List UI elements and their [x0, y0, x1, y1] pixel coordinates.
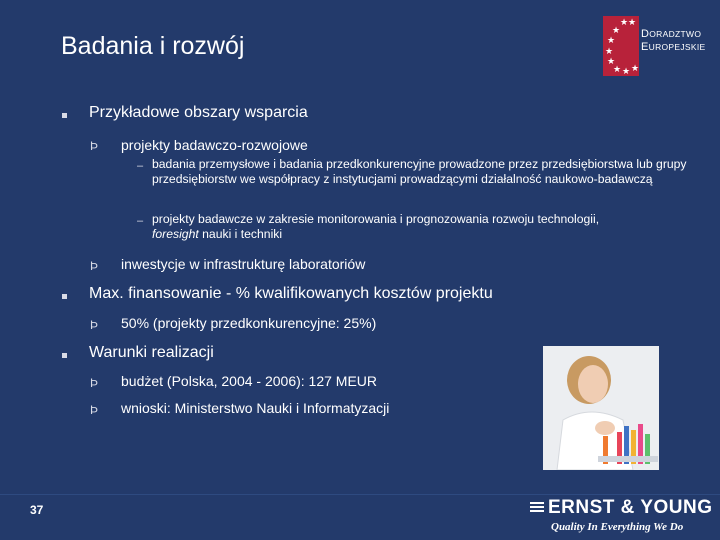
- dash-bullet-icon: –: [137, 215, 144, 227]
- eu-logo: [603, 16, 639, 76]
- svg-text:★: ★: [628, 18, 637, 28]
- ey-tagline: Quality In Everything We Do: [551, 521, 684, 533]
- page-number: 37: [30, 503, 44, 517]
- bullet-icon: [62, 353, 67, 358]
- svg-text:★: ★: [612, 26, 621, 36]
- subitem-text: inwestycje w infrastrukturę laboratoriów: [121, 256, 366, 272]
- svg-text:★: ★: [607, 36, 616, 46]
- dash-bullet-icon: –: [137, 160, 144, 172]
- ey-logo-mark-icon: [530, 501, 544, 515]
- section-heading: Warunki realizacji: [89, 344, 214, 361]
- scientist-photo: [543, 346, 659, 470]
- arrow-bullet-icon: Þ: [90, 259, 99, 273]
- footer-divider: [0, 494, 720, 495]
- subitem-text: wnioski: Ministerstwo Nauki i Informatyzacji: [121, 400, 390, 416]
- bullet-icon: [62, 113, 67, 118]
- arrow-bullet-icon: Þ: [90, 403, 99, 417]
- ey-brand: ERNST & YOUNG: [548, 497, 713, 518]
- arrow-bullet-icon: Þ: [90, 318, 99, 332]
- section-heading: Max. finansowanie - % kwalifikowanych kosztów projektu: [89, 285, 493, 302]
- svg-text:★: ★: [622, 67, 631, 76]
- svg-text:★: ★: [620, 18, 629, 28]
- section-heading: Przykładowe obszary wsparcia: [89, 104, 308, 121]
- svg-text:★: ★: [631, 64, 639, 74]
- eu-logo-text: DORADZTWO EUROPEJSKIE: [641, 28, 706, 53]
- bullet-icon: [62, 294, 67, 299]
- detail-text: projekty badawcze w zakresie monitorowania i prognozowania rozwoju technologii, foresight nauki i techniki: [152, 212, 600, 241]
- svg-text:★: ★: [613, 65, 622, 75]
- detail-text: badania przemysłowe i badania przedkonkurencyjne prowadzone przez przedsiębiorstwa lub grupy przedsiębiorstw we współpracy z instytucjami prowadzącymi działalność naukowo-badawczą: [152, 157, 687, 186]
- arrow-bullet-icon: Þ: [90, 139, 99, 153]
- eu-stars-icon: [603, 16, 639, 76]
- svg-text:★: ★: [605, 47, 614, 57]
- subitem-text: 50% (projekty przedkonkurencyjne: 25%): [121, 315, 377, 331]
- slide-title: Badania i rozwój: [61, 32, 245, 60]
- subitem-text: budżet (Polska, 2004 - 2006): 127 MEUR: [121, 373, 378, 389]
- svg-text:★: ★: [607, 57, 616, 67]
- subitem-text: projekty badawczo-rozwojowe: [121, 137, 308, 153]
- arrow-bullet-icon: Þ: [90, 376, 99, 390]
